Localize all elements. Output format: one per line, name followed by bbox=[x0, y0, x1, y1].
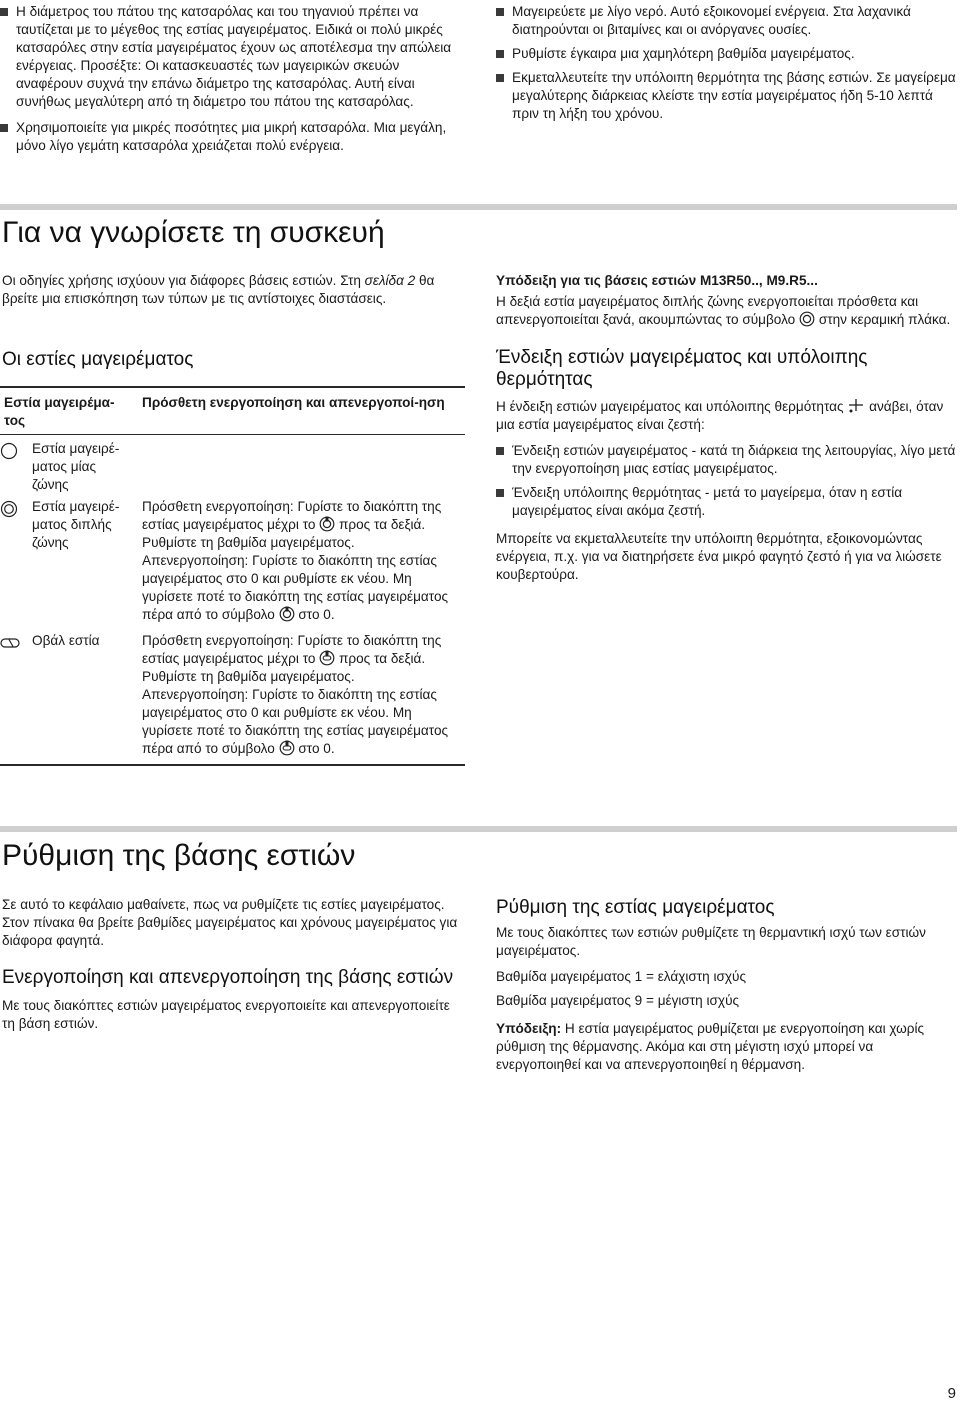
table-cell bbox=[142, 440, 465, 494]
dual-zone-icon bbox=[0, 500, 18, 518]
subsection-title: Ένδειξη εστιών μαγειρέματος και υπόλοιπης θερμότητας bbox=[496, 347, 868, 390]
paragraph: Η ένδειξη εστιών μαγειρέματος και υπόλοιπης θερμότητας ανάβει, όταν μια εστία μαγειρέματος είναι ζεστή: bbox=[496, 399, 944, 432]
note-text: Η δεξιά εστία μαγειρέματος διπλής ζώνης ενεργοποιείται πρόσθετα και απενεργοποιείται ξανά, ακουμπώντας το σύμβολο στην κεραμική πλάκα. bbox=[496, 294, 951, 327]
bullet-square-icon bbox=[0, 124, 8, 132]
oval-zone-icon bbox=[0, 634, 20, 652]
oval-zone-knob-icon bbox=[279, 740, 295, 756]
list-item: Ένδειξη υπόλοιπης θερμότητας - μετά το μαγείρεμα, όταν η εστία μαγειρέματος είναι ακόμα ζεστή. bbox=[496, 484, 958, 520]
section-title: Για να γνωρίσετε τη συσκευή bbox=[2, 216, 385, 249]
list-item: Ρυθμίστε έγκαιρα μια χαμηλότερη βαθμίδα μαγειρέματος. bbox=[496, 45, 958, 63]
subsection-title: Ενεργοποίηση και απενεργοποίηση της βάσης εστιών bbox=[2, 967, 454, 988]
dual-zone-knob-icon bbox=[319, 516, 335, 532]
paragraph: Μπορείτε να εκμεταλλευτείτε την υπόλοιπη θερμότητα, εξοικονομώντας ενέργεια, π.χ. για να διατηρήσετε ένα μικρό φαγητό ζεστό ή για να λιώσετε κουβερτούρα. bbox=[496, 531, 942, 582]
section1-right-column bbox=[496, 272, 958, 584]
list-item: Μαγειρεύετε με λίγο νερό. Αυτό εξοικονομεί ενέργεια. Στα λαχανικά διατηρούνται οι βιταμίνες και οι ανόργανες ουσίες. bbox=[496, 3, 958, 39]
list-item: Εκμεταλλευτείτε την υπόλοιπη θερμότητα της βάσης εστιών. Σε μαγείρεμα μεγαλύτερης διάρκειας κλείστε την εστία μαγειρέματος ήδη 5-10 λεπτά πριν τη λήξη του χρόνου. bbox=[496, 69, 958, 123]
table-cell: Εστία μαγειρέ-ματος μίας ζώνης bbox=[0, 440, 142, 494]
section-title: Ρύθμιση της βάσης εστιών bbox=[2, 839, 356, 872]
single-zone-icon bbox=[0, 442, 18, 460]
level-max: Βαθμίδα μαγειρέματος 9 = μέγιστη ισχύς bbox=[496, 993, 740, 1008]
note: Υπόδειξη: Η εστία μαγειρέματος ρυθμίζεται με ενεργοποίηση και χωρίς ρύθμιση της θέρμανσης. Ακόμα και στη μέγιστη ισχύ μπορεί να ενεργοποιηθεί και να απενεργοποιηθεί η θέρμανση. bbox=[496, 1021, 925, 1072]
section2-left-column bbox=[2, 896, 464, 1033]
section-divider bbox=[0, 204, 957, 210]
column-header: Εστία μαγειρέμα-τος bbox=[4, 395, 115, 428]
list-item: Η διάμετρος του πάτου της κατσαρόλας και του τηγανιού πρέπει να ταυτίζεται με το μέγεθος της εστίας μαγειρέματος. Ειδικά οι πολύ μικρές κατσαρόλες στην εστία μαγειρέματος έχουν ως αποτέλεσμα την απώλεια ενέργειας. Προσέξτε: Οι κατασκευαστές των μαγειρικών σκευών αναφέρουν συχνά την επάνω διάμετρο της κατσαρόλας. Αυτή είναι συνήθως μεγαλύτερη από τη διάμετρο του πάτου της κατσαρόλας. bbox=[0, 3, 462, 111]
note-title: Υπόδειξη για τις βάσεις εστιών M13R50.., M9.R5... bbox=[496, 273, 818, 288]
table-row bbox=[0, 624, 465, 764]
bullet-square-icon bbox=[496, 74, 504, 82]
paragraph: Με τους διακόπτες των εστιών ρυθμίζετε τη θερμαντική ισχύ των εστιών μαγειρέματος. bbox=[496, 925, 926, 958]
bullet-square-icon bbox=[496, 447, 504, 455]
list-item: Χρησιμοποιείτε για μικρές ποσότητες μια μικρή κατσαρόλα. Μια μεγάλη, μόνο λίγο γεμάτη κατσαρόλα χρειάζεται πολύ ενέργεια. bbox=[0, 119, 462, 155]
dual-zone-knob-icon bbox=[279, 606, 295, 622]
table-cell: Πρόσθετη ενεργοποίηση: Γυρίστε το διακόπτη της εστίας μαγειρέματος μέχρι το προς τα δεξιά. Ρυθμίστε τη βαθμίδα μαγειρέματος. Απενεργοποίηση: Γυρίστε το διακόπτη της εστίας μαγειρέματος στο 0 και ρυθμίστε εκ νέου. Μη γυρίσετε ποτέ το διακόπτη της εστίας μαγειρέματος πέρα από το σύμβολο στο 0. bbox=[142, 499, 449, 622]
list-item: Ένδειξη εστιών μαγειρέματος - κατά τη διάρκεια της λειτουργίας, λίγο μετά την ενεργοποίηση μιας εστίας μαγειρέματος. bbox=[496, 442, 958, 478]
bullet-square-icon bbox=[0, 8, 8, 16]
bullet-square-icon bbox=[496, 8, 504, 16]
section-divider bbox=[0, 826, 957, 832]
dual-zone-touch-icon bbox=[799, 311, 815, 327]
table-row bbox=[0, 494, 465, 624]
subsection-title: Ρύθμιση της εστίας μαγειρέματος bbox=[496, 897, 775, 918]
section-intro: Οι οδηγίες χρήσης ισχύουν για διάφορες βάσεις εστιών. Στη σελίδα 2 θα βρείτε μια επισκόπηση των τύπων με τις αντίστοιχες διαστάσεις. bbox=[2, 273, 435, 306]
table-cell: Οβάλ εστία bbox=[0, 632, 142, 758]
table-cell: Πρόσθετη ενεργοποίηση: Γυρίστε το διακόπτη της εστίας μαγειρέματος μέχρι το προς τα δεξιά. Ρυθμίστε τη βαθμίδα μαγειρέματος. Απενεργοποίηση: Γυρίστε το διακόπτη της εστίας μαγειρέματος στο 0 και ρυθμίστε εκ νέου. Μη γυρίσετε ποτέ το διακόπτη της εστίας μαγειρέματος πέρα από το σύμβολο στο 0. bbox=[142, 633, 449, 756]
table-header bbox=[0, 388, 465, 434]
section2-right-column bbox=[496, 897, 958, 1074]
table-cell: Εστία μαγειρέ-ματος διπλής ζώνης bbox=[0, 498, 142, 624]
column-header: Πρόσθετη ενεργοποίηση και απενεργοποί-ηση bbox=[142, 395, 445, 410]
hob-zones-table bbox=[0, 386, 465, 766]
top-right-tips bbox=[496, 3, 958, 123]
oval-zone-knob-icon bbox=[319, 650, 335, 666]
level-min: Βαθμίδα μαγειρέματος 1 = ελάχιστη ισχύς bbox=[496, 969, 747, 984]
paragraph: Σε αυτό το κεφάλαιο μαθαίνετε, πως να ρυθμίζετε τις εστίες μαγειρέματος. Στον πίνακα θα βρείτε βαθμίδες μαγειρέματος και χρόνους μαγειρέματος για διάφορα φαγητά. bbox=[2, 897, 458, 948]
page-number: 9 bbox=[947, 1385, 956, 1402]
paragraph: Με τους διακόπτες εστιών μαγειρέματος ενεργοποιείτε και απενεργοποιείτε τη βάση εστιών. bbox=[2, 998, 450, 1031]
top-left-tips bbox=[0, 3, 462, 155]
bullet-square-icon bbox=[496, 50, 504, 58]
table-bottom-rule bbox=[0, 764, 465, 766]
residual-heat-icon bbox=[847, 398, 865, 414]
bullet-square-icon bbox=[496, 489, 504, 497]
subsection-title: Οι εστίες μαγειρέματος bbox=[2, 349, 194, 370]
table-row bbox=[0, 435, 465, 494]
